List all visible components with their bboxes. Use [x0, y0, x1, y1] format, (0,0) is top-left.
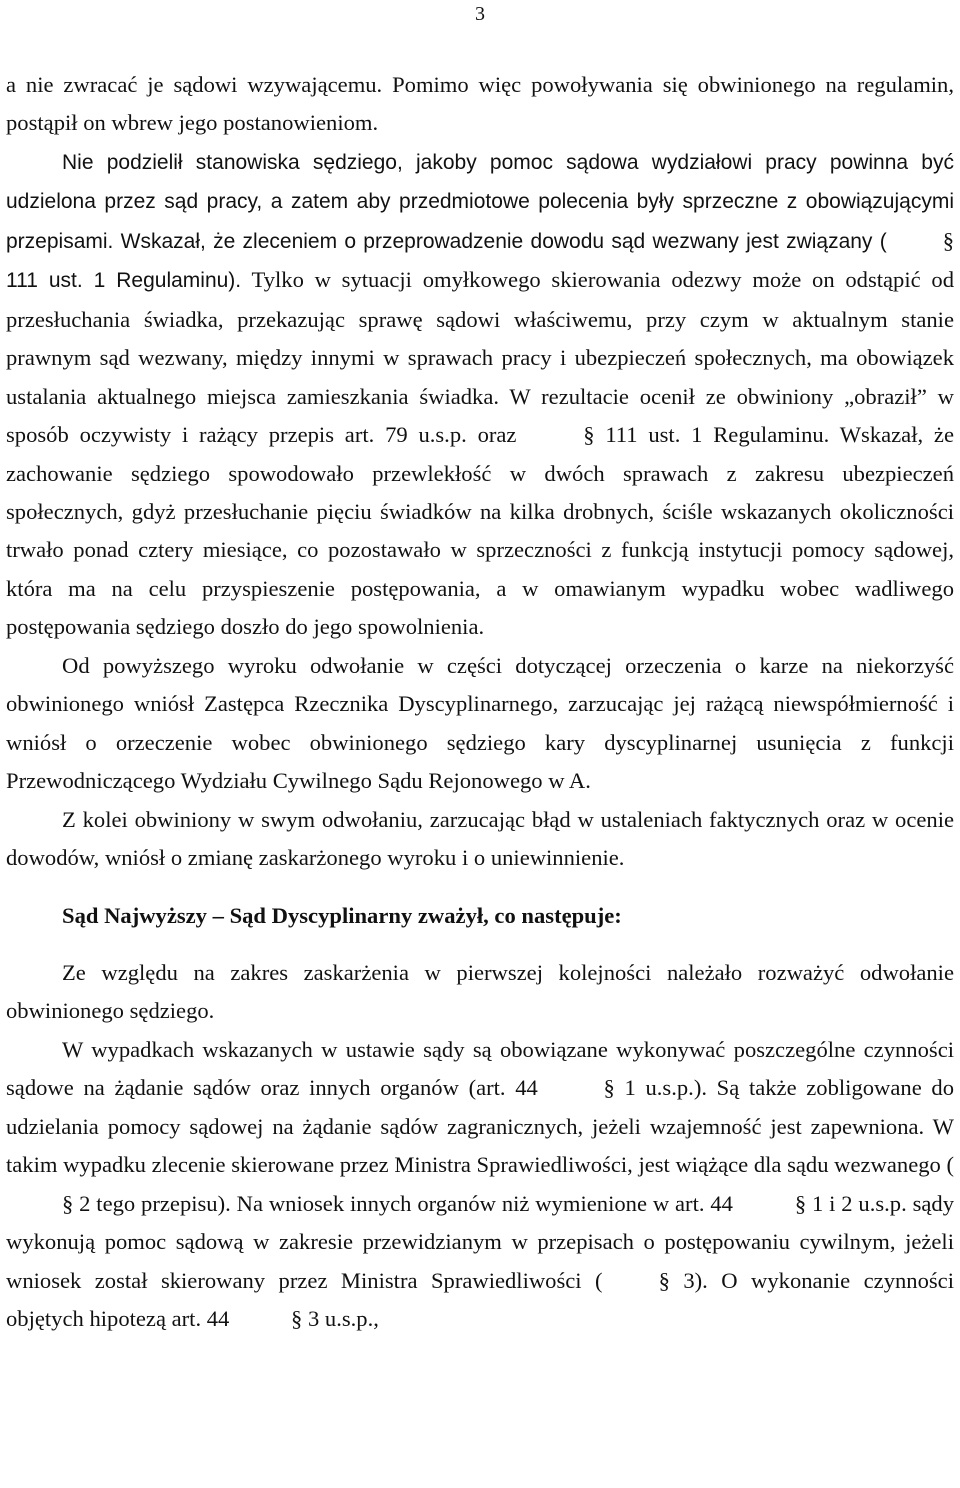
- paragraph-complaint-reasoning: [6, 143, 954, 647]
- paragraph-text: 1 u.s.p.). Są także zobligowane do udzielania pomocy sądowej na żądanie sądów zagranicznych, jeżeli wzajemność jest zapewniona. W takim wypadku zlecenie skierowane przez Ministra Sprawiedliwości, jest wiążące dla sądu wezwanego (: [6, 1075, 954, 1178]
- section-sign: §: [658, 1267, 670, 1293]
- paragraph-continuation: [6, 66, 954, 143]
- section-sign: §: [794, 1190, 807, 1216]
- section-sign: §: [603, 1075, 615, 1101]
- page-number: 3: [475, 3, 485, 25]
- paragraph-text: 3). O wykonanie czynności objętych hipotezą art. 44: [6, 1267, 954, 1332]
- paragraph-text: W wypadkach wskazanych w ustawie sądy są obowiązane wykonywać poszczególne czynności sądowe na żądanie sądów oraz innych organów (art. 44: [6, 1036, 954, 1101]
- paragraph-consideration: Ze względu na zakres zaskarżenia w pierwszej kolejności należało rozważyć odwołanie obwinionego sędziego.: [6, 959, 954, 1024]
- paragraph-text: 1 i 2 u.s.p. sądy wykonują pomoc sądową w zakresie przewidzianym w przepisach o postępowaniu cywilnym, jeżeli wniosek został skierowany przez Ministra Sprawiedliwości (: [6, 1190, 955, 1293]
- section-heading: Sąd Najwyższy – Sąd Dyscyplinarny zważył, co następuje:: [62, 902, 622, 928]
- paragraph-text-sans: 111 ust. 1 Regulaminu).: [6, 269, 242, 293]
- paragraph-appeal-accused: Z kolei obwiniony w swym odwołaniu, zarzucając błąd w ustaleniach faktycznych oraz w ocenie dowodów, wniósł o zmianę zaskarżonego wyroku i o uniewinnienie.: [6, 806, 954, 871]
- paragraph-text: 2 tego przepisu). Na wniosek innych organów niż wymienione w art. 44: [73, 1190, 739, 1216]
- document-body: [6, 66, 954, 1339]
- paragraph-text: 111 ust. 1 Regulaminu. Wskazał, że zachowanie sędziego spowodowało przewlekłość w dwóch sprawach z zakresu ubezpieczeń społecznych, gdyż przesłuchanie pięciu świadków na kilka drobnych, ściśle wskazanych okoliczności trwało ponad cztery miesiące, co pozostawało w sprzeczności z funkcją instytucji pomocy sądowej, która ma na celu przyspieszenie postępowania, a w omawianym wypadku wobec wadliwego postępowania sędziego doszło do jego spowolnienia.: [6, 422, 954, 640]
- paragraph-legal-basis: [6, 1031, 954, 1339]
- paragraph-text: Tylko w sytuacji omyłkowego skierowania odezwy może on odstąpić od przesłuchania świadka, przekazując sprawę sądowi właściwemu, przy czym w aktualnym stanie prawnym sąd wezwany, między innymi w sprawach pracy i ubezpieczeń społecznych, ma obowiązek ustalania aktualnego miejsca zamieszkania świadka. W rezultacie ocenił ze obwiniony „obraził” w sposób oczywisty i rażący przepis art. 79 u.s.p. oraz: [6, 267, 954, 448]
- section-sign: §: [942, 227, 954, 253]
- paragraph-text: a nie zwracać je sądowi wzywającemu. Pomimo więc powoływania się obwinionego na regulamin, postąpił on wbrew jego postanowieniom.: [6, 72, 954, 136]
- section-sign: §: [62, 1190, 74, 1216]
- paragraph-text: 3 u.s.p.,: [302, 1306, 379, 1332]
- section-sign: §: [583, 422, 595, 448]
- paragraph-appeal-prosecutor: Od powyższego wyroku odwołanie w części dotyczącej orzeczenia o karze na niekorzyść obwinionego wniósł Zastępca Rzecznika Dyscyplinarnego, zarzucając jej rażącą niewspółmierność i wniósł o orzeczenie wobec obwinionego sędziego kary dyscyplinarnej usunięcia z funkcji Przewodniczącego Wydziału Cywilnego Sądu Rejonowego w A.: [6, 652, 954, 794]
- section-sign: §: [291, 1306, 303, 1332]
- paragraph-text-sans: Nie podzielił stanowiska sędziego, jakoby pomoc sądowa wydziałowi pracy powinna być udzielona przez sąd pracy, a zatem aby przedmiotowe polecenia były sprzeczne z obowiązującymi przepisami. Wskazał, że zleceniem o przeprowadzenie dowodu sąd wezwany jest związany (: [6, 150, 954, 253]
